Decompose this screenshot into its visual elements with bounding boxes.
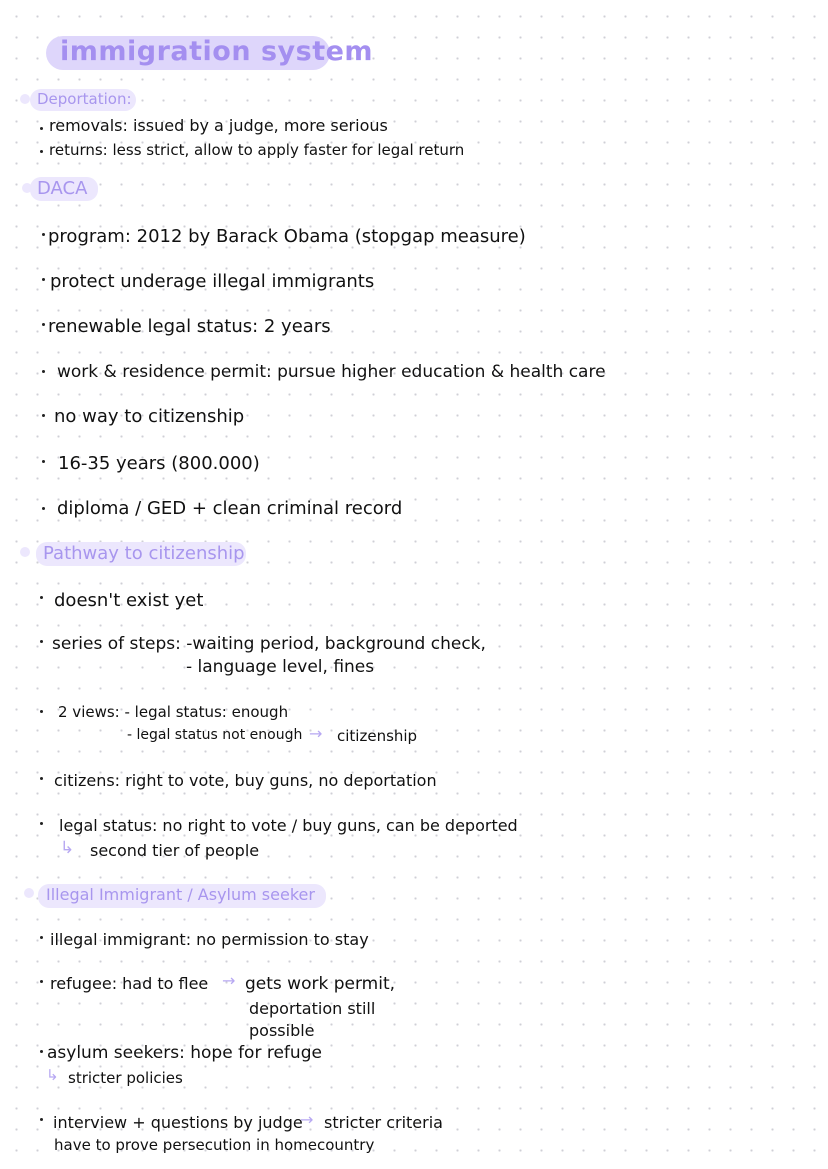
note-pathway-citizens: citizens: right to vote, buy guns, no deportation (54, 771, 437, 790)
bullet (40, 127, 43, 130)
section-heading-daca: DACA (37, 178, 88, 199)
bullet (40, 936, 43, 939)
bullet (40, 777, 43, 780)
hook-arrow-icon: ↳ (60, 838, 75, 858)
note-daca-protect: protect underage illegal immigrants (50, 271, 375, 292)
note-pathway-notexist: doesn't exist yet (54, 590, 204, 611)
note-illegal-refugee2: deportation still (249, 999, 376, 1018)
bullet (40, 822, 43, 825)
note-illegal-asylum: asylum seekers: hope for refuge (47, 1043, 322, 1063)
bullet (42, 414, 45, 417)
note-pathway-series2: - language level, fines (186, 657, 375, 677)
note-daca-renewable: renewable legal status: 2 years (48, 316, 331, 337)
bullet (40, 980, 43, 983)
bullet (42, 278, 45, 281)
bullet (42, 507, 45, 510)
bullet (42, 460, 45, 463)
note-pathway-views1: 2 views: - legal status: enough (58, 703, 289, 721)
note-daca-ages: 16-35 years (800.000) (58, 453, 260, 474)
bullet (42, 370, 45, 373)
note-pathway-legal1: legal status: no right to vote / buy guns, can be deported (59, 816, 518, 835)
note-daca-diploma: diploma / GED + clean criminal record (57, 498, 403, 519)
note-pathway-legal2: second tier of people (90, 841, 260, 860)
bullet (40, 1118, 43, 1121)
note-daca-noway: no way to citizenship (54, 406, 245, 427)
note-daca-work: work & residence permit: pursue higher education & health care (57, 362, 606, 382)
bullet (40, 640, 43, 643)
note-illegal-interview1: interview + questions by judge (53, 1113, 303, 1132)
section-dot (20, 94, 30, 104)
section-dot (24, 888, 34, 898)
arrow-icon: → (222, 971, 236, 990)
note-pathway-views2b: citizenship (337, 727, 418, 745)
note-pathway-series1: series of steps: -waiting period, background check, (52, 634, 486, 654)
section-heading-deportation: Deportation: (37, 90, 132, 108)
arrow-icon: → (300, 1110, 314, 1129)
bullet (40, 150, 43, 153)
bullet (40, 1050, 43, 1053)
bullet (42, 233, 45, 236)
section-dot (20, 547, 30, 557)
note-pathway-views2: - legal status not enough (127, 727, 303, 743)
note-removals: removals: issued by a judge, more serious (49, 116, 388, 135)
bullet (42, 323, 45, 326)
page-title: immigration system (60, 36, 374, 67)
bullet (40, 596, 43, 599)
note-illegal-refugee1: refugee: had to flee (50, 974, 209, 993)
section-heading-pathway: Pathway to citizenship (43, 543, 245, 564)
note-illegal-refugee1b: gets work permit, (245, 974, 396, 994)
note-illegal-immigrant: illegal immigrant: no permission to stay (50, 930, 369, 949)
arrow-icon: → (309, 724, 323, 743)
bullet (40, 710, 43, 713)
section-heading-illegal: Illegal Immigrant / Asylum seeker (46, 885, 315, 904)
note-daca-program: program: 2012 by Barack Obama (stopgap measure) (48, 226, 526, 247)
note-illegal-refugee3: possible (249, 1021, 315, 1040)
note-illegal-interview1b: stricter criteria (324, 1113, 443, 1132)
note-illegal-stricter: stricter policies (68, 1069, 183, 1087)
hook-arrow-icon: ↳ (46, 1066, 59, 1084)
note-illegal-interview2: have to prove persecution in homecountry (54, 1136, 375, 1154)
note-returns: returns: less strict, allow to apply faster for legal return (49, 141, 465, 159)
